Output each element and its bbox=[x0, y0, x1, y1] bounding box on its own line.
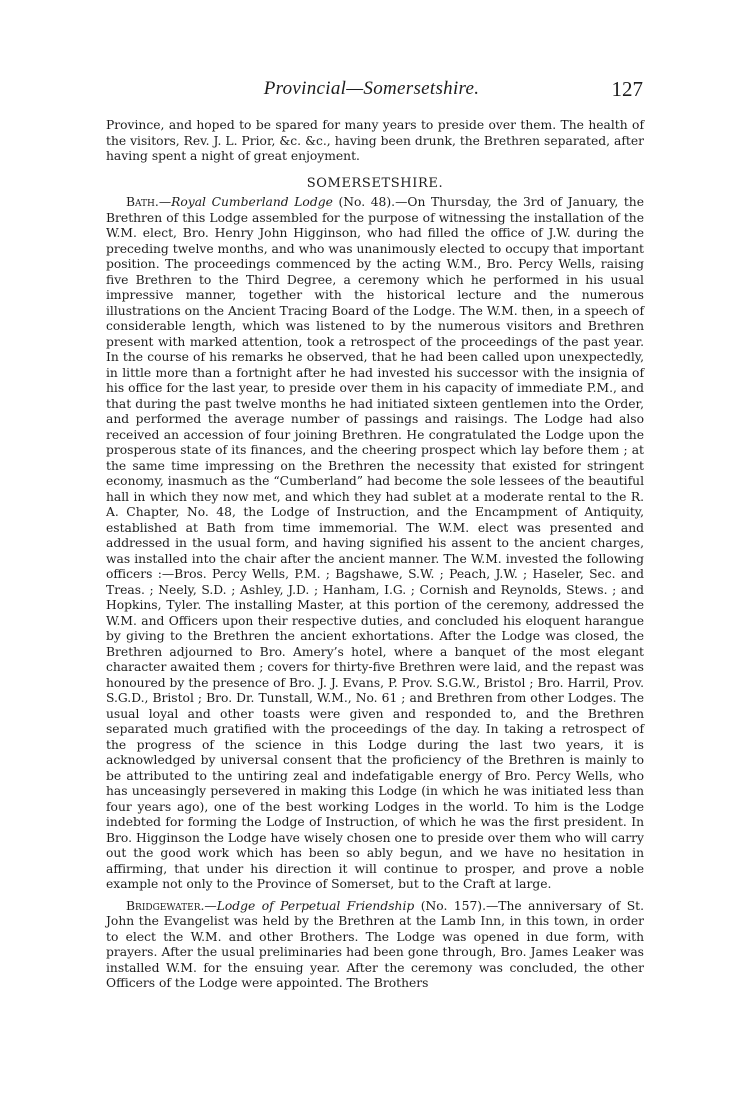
page-header bbox=[0, 78, 743, 108]
bridgewater-place: Bridgewater. bbox=[126, 898, 205, 913]
section-heading: SOMERSETSHIRE. bbox=[306, 175, 444, 191]
bridgewater-lodge-name: Lodge of Perpetual Friendship bbox=[216, 898, 415, 913]
bath-dash: — bbox=[158, 195, 172, 209]
continuation-paragraph: Province, and hoped to be spared for many years to preside over them. The health of the visitors, Rev. J. L. Prior, &c. &c., having been drunk, the Brethren separated, after having spent a night of great enjoyment. bbox=[106, 118, 644, 163]
bridgewater-dash: — bbox=[204, 898, 217, 913]
bridgewater-paragraph bbox=[106, 899, 644, 992]
bath-body: (No. 48).—On Thursday, the 3rd of January, the Brethren of this Lodge assembled for the purpose of witnessing the installation of the W.M. elect, Bro. Henry John Higginson, who had filled the office of J.W. during the preceding twelve months, and who was unanimously elected to occupy that important position. The proceedings commenced by the acting W.M., Bro. Percy Wells, raising five Brethren to the Third Degree, a ceremony which he performed in his usual impressive manner, together with the historical lecture and the numerous illustrations on the Ancient Tracing Board of the Lodge. The W.M. then, in a speech of considerable length, which was listened to by the numerous visitors and Brethren present with marked attention, took a retrospect of the proceedings of the past year. In the course of his remarks he observed, that he had been called upon unexpectedly, in little more than a fortnight after he had invested his successor with the insignia of his office for the last year, to preside over them in his capacity of immediate P.M., and that during the past twelve months he had initiated sixteen gentlemen into the Order, and performed the average number of passings and raisings. The Lodge had also received an accession of four joining Brethren. He congratulated the Lodge upon the prosperous state of its finances, and the cheering prospect which lay before them ; at the same time impressing on the Brethren the necessity that existed for stringent economy, inasmuch as the “Cumberland” had become the sole lessees of the beautiful hall in which they now met, and which they had sublet at a moderate rental to the R. A. Chapter, No. 48, the Lodge of Instruction, and the Encampment of Antiquity, established at Bath from time immemorial. The W.M. elect was presented and addressed in the usual form, and having signified his assent to the ancient charges, was installed into the chair after the ancient manner. The W.M. invested the following officers :—Bros. Percy Wells, P.M. ; Bagshawe, S.W. ; Peach, J.W. ; Haseler, Sec. and Treas. ; Neely, S.D. ; Ashley, J.D. ; Hanham, I.G. ; Cornish and Reynolds, Stews. ; and Hopkins, Tyler. The installing Master, at this portion of the ceremony, addressed the W.M. and Officers upon their respective duties, and concluded his eloquent harangue by giving to the Brethren the ancient exhortations. After the Lodge was closed, the Brethren adjourned to Bro. Amery’s hotel, where a banquet of the most elegant character awaited them ; covers for thirty-five Brethren were laid, and the repast was honoured by the presence of Bro. J. J. Evans, P. Prov. S.G.W., Bristol ; Bro. Harril, Prov. S.G.D., Bristol ; Bro. Dr. Tunstall, W.M., No. 61 ; and Brethren from other Lodges. The usual loyal and other toasts were given and responded to, and the Brethren separated much gratified with the proceedings of the day. In taking a retrospect of the progress of the science in this Lodge during the last two years, it is acknowledged by universal consent that the proficiency of the Brethren is mainly to be attributed to the untiring zeal and indefatigable energy of Bro. Percy Wells, who has unceasingly persevered in making this Lodge (in which he was initiated less than four years ago), one of the best working Lodges in the world. To him is the Lodge indebted for forming the Lodge of Instruction, of which he was the first president. In Bro. Higginson the Lodge have wisely chosen one to preside over them who will carry out the good work which has been so ably begun, and we have no hesitation in affirming, that under his direction it will continue to prosper, and prove a noble example not only to the Province of Somerset, but to the Craft at large. bbox=[106, 195, 644, 891]
bath-paragraph bbox=[106, 195, 644, 893]
body-text bbox=[106, 118, 644, 992]
bath-lodge-name: Royal Cumberland Lodge bbox=[171, 195, 333, 209]
page-number: 127 bbox=[611, 77, 643, 101]
bath-place: Bath. bbox=[126, 195, 159, 209]
bridgewater-body: (No. 157).—The anniversary of St. John the Evangelist was held by the Brethren at the Lamb Inn, in this town, in order to elect the W.M. and other Brothers. The Lodge was opened in due form, with prayers. After the usual preliminaries had been gone through, Bro. James Leaker was installed W.M. for the ensuing year. After the ceremony was concluded, the other Officers of the Lodge were appointed. The Brothers bbox=[106, 898, 644, 990]
running-title: Provincial—Somersetshire. bbox=[263, 78, 480, 99]
